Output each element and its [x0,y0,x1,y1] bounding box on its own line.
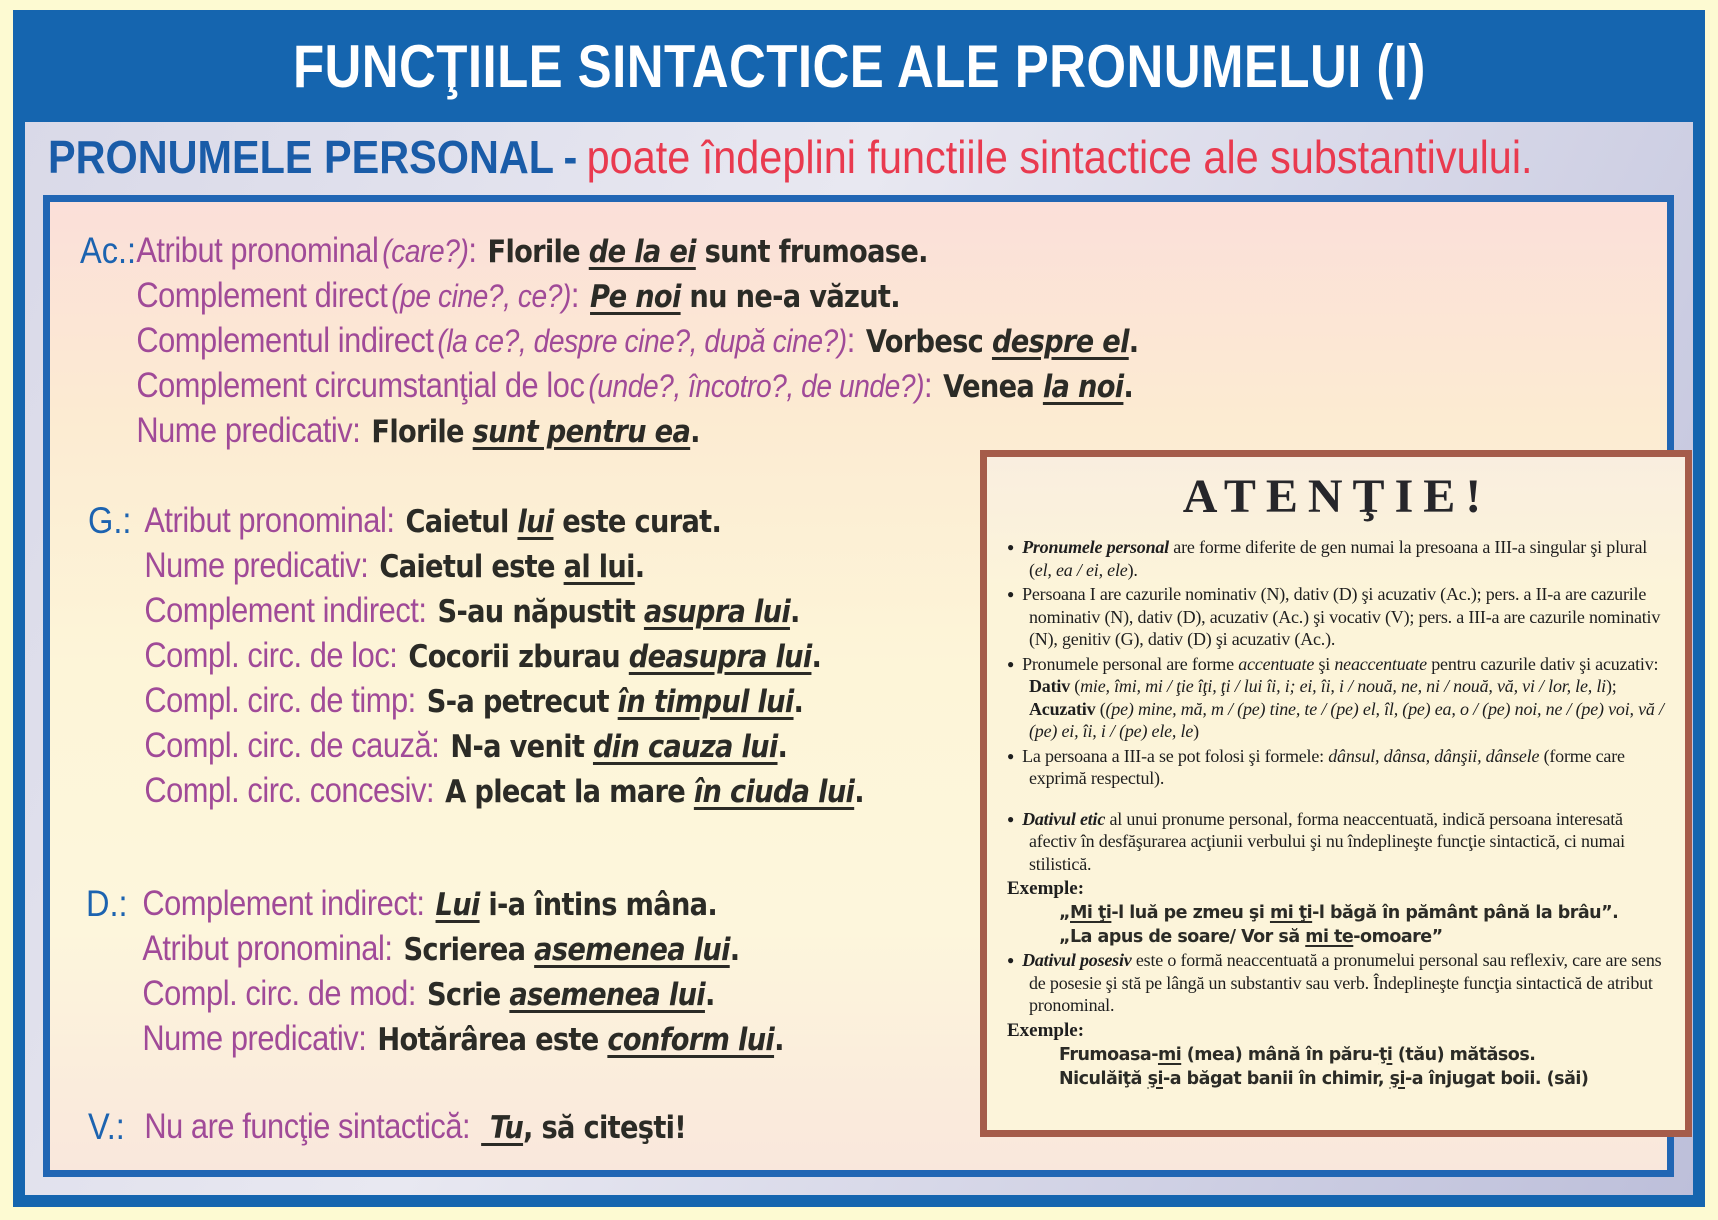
bullet-text: (pe) mine, mă, m / (pe) tine, te / (pe) el, îl, (pe) ea, o / (pe) noi, ne / (pe) voi, vă / (pe) ei, îi, i / (pe) ele, le [1029,698,1664,741]
example-run: -l băgă în pământ până la brâu”. [1312,903,1619,923]
function-row [80,408,1138,453]
label-colon: : [352,411,361,450]
example-run: „La apus de soare/ Vor să [1059,927,1306,947]
example-run: . [777,729,788,765]
title-bar [13,10,1705,122]
case-section-dativ [86,881,879,1061]
example-run: în ciuda lui [693,774,855,810]
example-run: Hotărârea este [377,1022,608,1058]
example-sentence [427,684,803,720]
attention-example-line [1059,901,1667,925]
example-run: sunt pentru ea [472,414,691,450]
example-run: N-a venit [450,729,593,765]
example-run: Niculăiţă [1059,1068,1148,1089]
example-run: mi [1157,1044,1182,1065]
bullet-icon: ● [1007,587,1015,601]
example-run: Mi ţi [1070,903,1112,923]
example-sentence [943,369,1133,405]
bullet-icon: ● [1007,748,1015,763]
bullet-text: Dativul etic [1022,808,1106,829]
case-label: G.: [88,500,132,541]
bullet-text: mie, îmi, mi / ţie îţi, ţi / lui îi, i; ei, îi, i / nouă, ne, ni / nouă, vă, vi / lor, le, li [1080,676,1606,696]
example-run: conform lui [607,1022,775,1058]
function-row [86,881,784,926]
function-label: Compl. circ. concesiv [144,771,427,810]
label-colon: : [360,546,369,585]
question-hint: (unde?, încotro?, de unde?) [588,368,925,404]
label-colon: : [407,681,417,720]
bullet-icon: ● [1007,540,1015,554]
bullet-text: ( [1095,698,1106,719]
example-sentence [445,774,864,810]
label-colon: : [389,636,398,675]
function-row [86,1016,784,1061]
example-sentence [405,504,721,540]
attention-example-line [1059,1067,1667,1091]
example-run: . [789,594,800,630]
example-sentence [488,234,928,270]
example-run: . [690,414,700,450]
example-run: nu ne-a văzut. [680,279,900,315]
function-label: Atribut pronominal [144,501,387,540]
example-sentence [481,1110,686,1146]
function-label: Complement circumstanţial de loc [136,366,585,405]
function-row [80,318,1138,363]
subtitle-description: poate îndeplini functiile sintactice ale substantivului. [586,131,1533,183]
bullet-icon: ● [1007,811,1015,826]
subtitle-term: PRONUMELE PERSONAL [48,131,555,183]
example-run: Tu [481,1110,524,1146]
bullet-text: Persoana I are cazurile nominativ (N), dativ (D) şi acuzativ (Ac.); pers. a II-a are cazurile nominativ (N), dativ (D), acuzativ (Ac.) şi vocativ (V); pers. a III-a are cazurile nominativ (N), genitiv (G), dativ (D) şi acuzativ (Ac.). [1022,584,1661,649]
example-run: -l luă pe zmeu şi [1111,903,1270,923]
function-label: Complement indirect [142,884,417,923]
function-label: Nume predicativ [142,1019,359,1058]
attention-bullet [1007,653,1667,743]
function-row [80,228,1138,273]
function-label: Compl. circ. de cauză [144,726,432,765]
example-sentence [427,977,715,1013]
bullet-text: La persoana a III-a se pot folosi şi formele: [1022,745,1329,766]
subtitle [48,130,1533,184]
example-run: Frumoasa- [1059,1044,1158,1065]
example-run: Venea [943,369,1043,405]
example-run: este curat. [553,504,722,540]
label-colon: : [407,974,417,1013]
bullet-text: şi [1314,653,1335,674]
function-label: Compl. circ. de mod [142,974,408,1013]
example-run: lui [517,504,554,540]
example-sentence [436,887,718,923]
example-run: Florile [487,234,589,270]
bullet-text: pentru cazurile dativ şi acuzativ: [1426,653,1659,674]
example-run: . [634,549,645,585]
function-row [80,363,1138,408]
attention-bullets [1007,536,1667,1091]
bullet-text: (forme care exprimă respectul). [1029,745,1625,788]
example-run: . [704,977,715,1013]
bullet-text: ( [1070,676,1081,696]
example-run: A plecat la mare [445,774,694,810]
case-label: Ac.: [80,230,137,271]
example-run: asemenea lui [509,977,705,1013]
example-run: la noi [1042,369,1124,405]
function-label: Complement indirect [144,591,419,630]
example-run: (tău) mătăsos. [1392,1044,1536,1065]
function-row [88,498,864,543]
example-sentence [377,1022,783,1058]
example-run: sunt frumoase. [695,234,928,270]
example-run: asemenea lui [534,932,730,968]
example-run: -omoare” [1353,927,1443,947]
example-run: . [854,774,864,810]
bullet-text: are forme diferite de gen numai la presoana a III-a singular şi plural ( [1029,537,1648,580]
attention-bullet [1007,808,1667,876]
bullet-text: Pronumele personal are forme [1022,653,1239,674]
label-colon: : [358,1019,367,1058]
label-colon: : [426,771,435,810]
function-row [88,768,864,813]
bullet-text: ) [1193,721,1199,741]
example-run: . [774,1022,784,1058]
function-row [88,543,864,588]
attention-box [980,450,1692,1137]
example-run: în timpul lui [617,684,794,720]
function-row [88,588,864,633]
function-label: Compl. circ. de loc [144,636,390,675]
function-row [86,971,784,1016]
bullet-text: dânsul, dânsa, dânşii, dânsele [1328,745,1540,766]
attention-example-line [1059,1043,1667,1067]
attention-example-line [1059,925,1667,949]
example-run: şi [1147,1068,1163,1089]
example-sentence [438,594,800,630]
example-run: -a băgat banii în chimir, [1162,1068,1390,1089]
function-row [88,1104,686,1149]
example-sentence [371,414,699,450]
bullet-text: este o formă neaccentuată a pronumelui personal sau reflexiv, care are sens de posesie şi stă pe lângă un substantiv sau verb. Îndeplineşte funcţia sintactică de atribut pronominal. [1029,950,1662,1015]
function-label: Nu are funcţie sintactică [144,1107,463,1146]
function-label: Atribut pronominal [136,231,379,270]
label-colon: : [570,276,580,315]
example-run: . [729,932,740,968]
bullet-text: ); [1605,676,1617,696]
function-row [88,678,864,723]
question-hint: (care?) [382,233,469,269]
example-run: mi ţi [1269,903,1313,923]
function-row [88,723,864,768]
example-run: asupra lui [643,594,790,630]
bullet-icon: ● [1007,656,1015,671]
poster-title: FUNCŢIILE SINTACTICE ALE PRONUMELUI (I) [292,32,1426,100]
bullet-text: Acuzativ [1029,698,1096,719]
attention-bullet [1007,583,1667,651]
attention-title: ATENŢIE! [1182,470,1492,523]
example-run: Caietul este [379,549,564,585]
example-sentence [450,729,787,765]
example-run: . [1128,324,1139,360]
attention-bullet [1007,745,1667,790]
example-run: mi te [1305,927,1354,947]
case-label: D.: [86,883,128,924]
example-run: S-au năpustit [437,594,644,630]
case-section-acuzativ [80,228,1283,453]
function-row [88,633,864,678]
example-run: ţi [1378,1044,1393,1065]
example-run: . [793,684,804,720]
function-row [80,273,1138,318]
example-sentence [403,932,739,968]
function-label: Complementul indirect [136,321,434,360]
question-hint: (la ce?, despre cine?, după cine?) [437,323,847,359]
label-colon: : [846,321,856,360]
example-sentence [408,639,821,675]
examples-label: Exemple: [1007,878,1085,899]
example-run: de la ei [588,234,696,270]
function-row [86,926,784,971]
example-run: Lui [435,887,480,923]
bullet-text: Pronumele personal [1022,537,1169,557]
case-label: V.: [88,1106,125,1147]
function-label: Nume predicativ [136,411,353,450]
bullet-text: el, ea / ei, ele [1034,559,1128,580]
bullet-text: accentuate [1238,653,1315,674]
label-colon: : [431,726,440,765]
example-run: . [1123,369,1134,405]
subtitle-separator: - [563,131,578,183]
example-run: -a înjugat boii. (săi) [1405,1068,1589,1089]
example-run: Scrie [426,977,510,1013]
function-label: Nume predicativ [144,546,361,585]
label-colon: : [386,501,395,540]
example-run: (mea) mână în păru- [1181,1044,1379,1065]
example-run: . [811,639,822,675]
example-run: , să citeşti! [523,1110,687,1146]
function-label: Atribut pronominal [142,929,385,968]
example-run: şi [1389,1068,1405,1089]
example-run: Cocorii zburau [408,639,629,675]
example-run: „ [1059,903,1071,923]
example-run: din cauza lui [592,729,778,765]
example-run: Scrierea [403,932,535,968]
bullet-icon: ● [1007,953,1015,967]
label-colon: : [416,884,425,923]
bullet-text: Dativul posesiv [1022,950,1132,970]
example-sentence [590,279,900,315]
attention-bullet [1007,949,1667,1017]
case-section-genitiv [88,498,970,813]
label-colon: : [418,591,427,630]
example-run: Vorbesc [865,324,992,360]
bullet-text: ). [1127,559,1138,580]
attention-bullet [1007,536,1667,581]
example-sentence [379,549,644,585]
bullet-text: Dativ [1029,676,1070,696]
example-run: Florile [371,414,473,450]
example-sentence [866,324,1139,360]
example-run: Caietul [405,504,518,540]
question-hint: (pe cine?, ce?) [391,278,571,314]
example-run: deasupra lui [628,639,812,675]
example-run: Pe noi [590,279,681,315]
function-label: Complement direct [136,276,388,315]
bullet-text: neaccentuate [1334,653,1427,674]
example-run: despre el [991,324,1129,360]
example-run: S-a petrecut [426,684,618,720]
label-colon: : [468,231,477,270]
label-colon: : [924,366,933,405]
label-colon: : [462,1107,471,1146]
example-run: al lui [563,549,635,585]
case-section-vocativ [88,1104,768,1149]
bullet-text: al unui pronume personal, forma neaccentuată, indică persoana interesată afectiv în desfăşurarea acţiunii verbului şi nu îndeplineşte funcţie sintactică, ci numai stilistică. [1029,808,1625,874]
label-colon: : [384,929,393,968]
examples-label: Exemple: [1007,1019,1085,1041]
example-run: i-a întins mâna. [479,887,718,923]
function-label: Compl. circ. de timp [144,681,408,720]
